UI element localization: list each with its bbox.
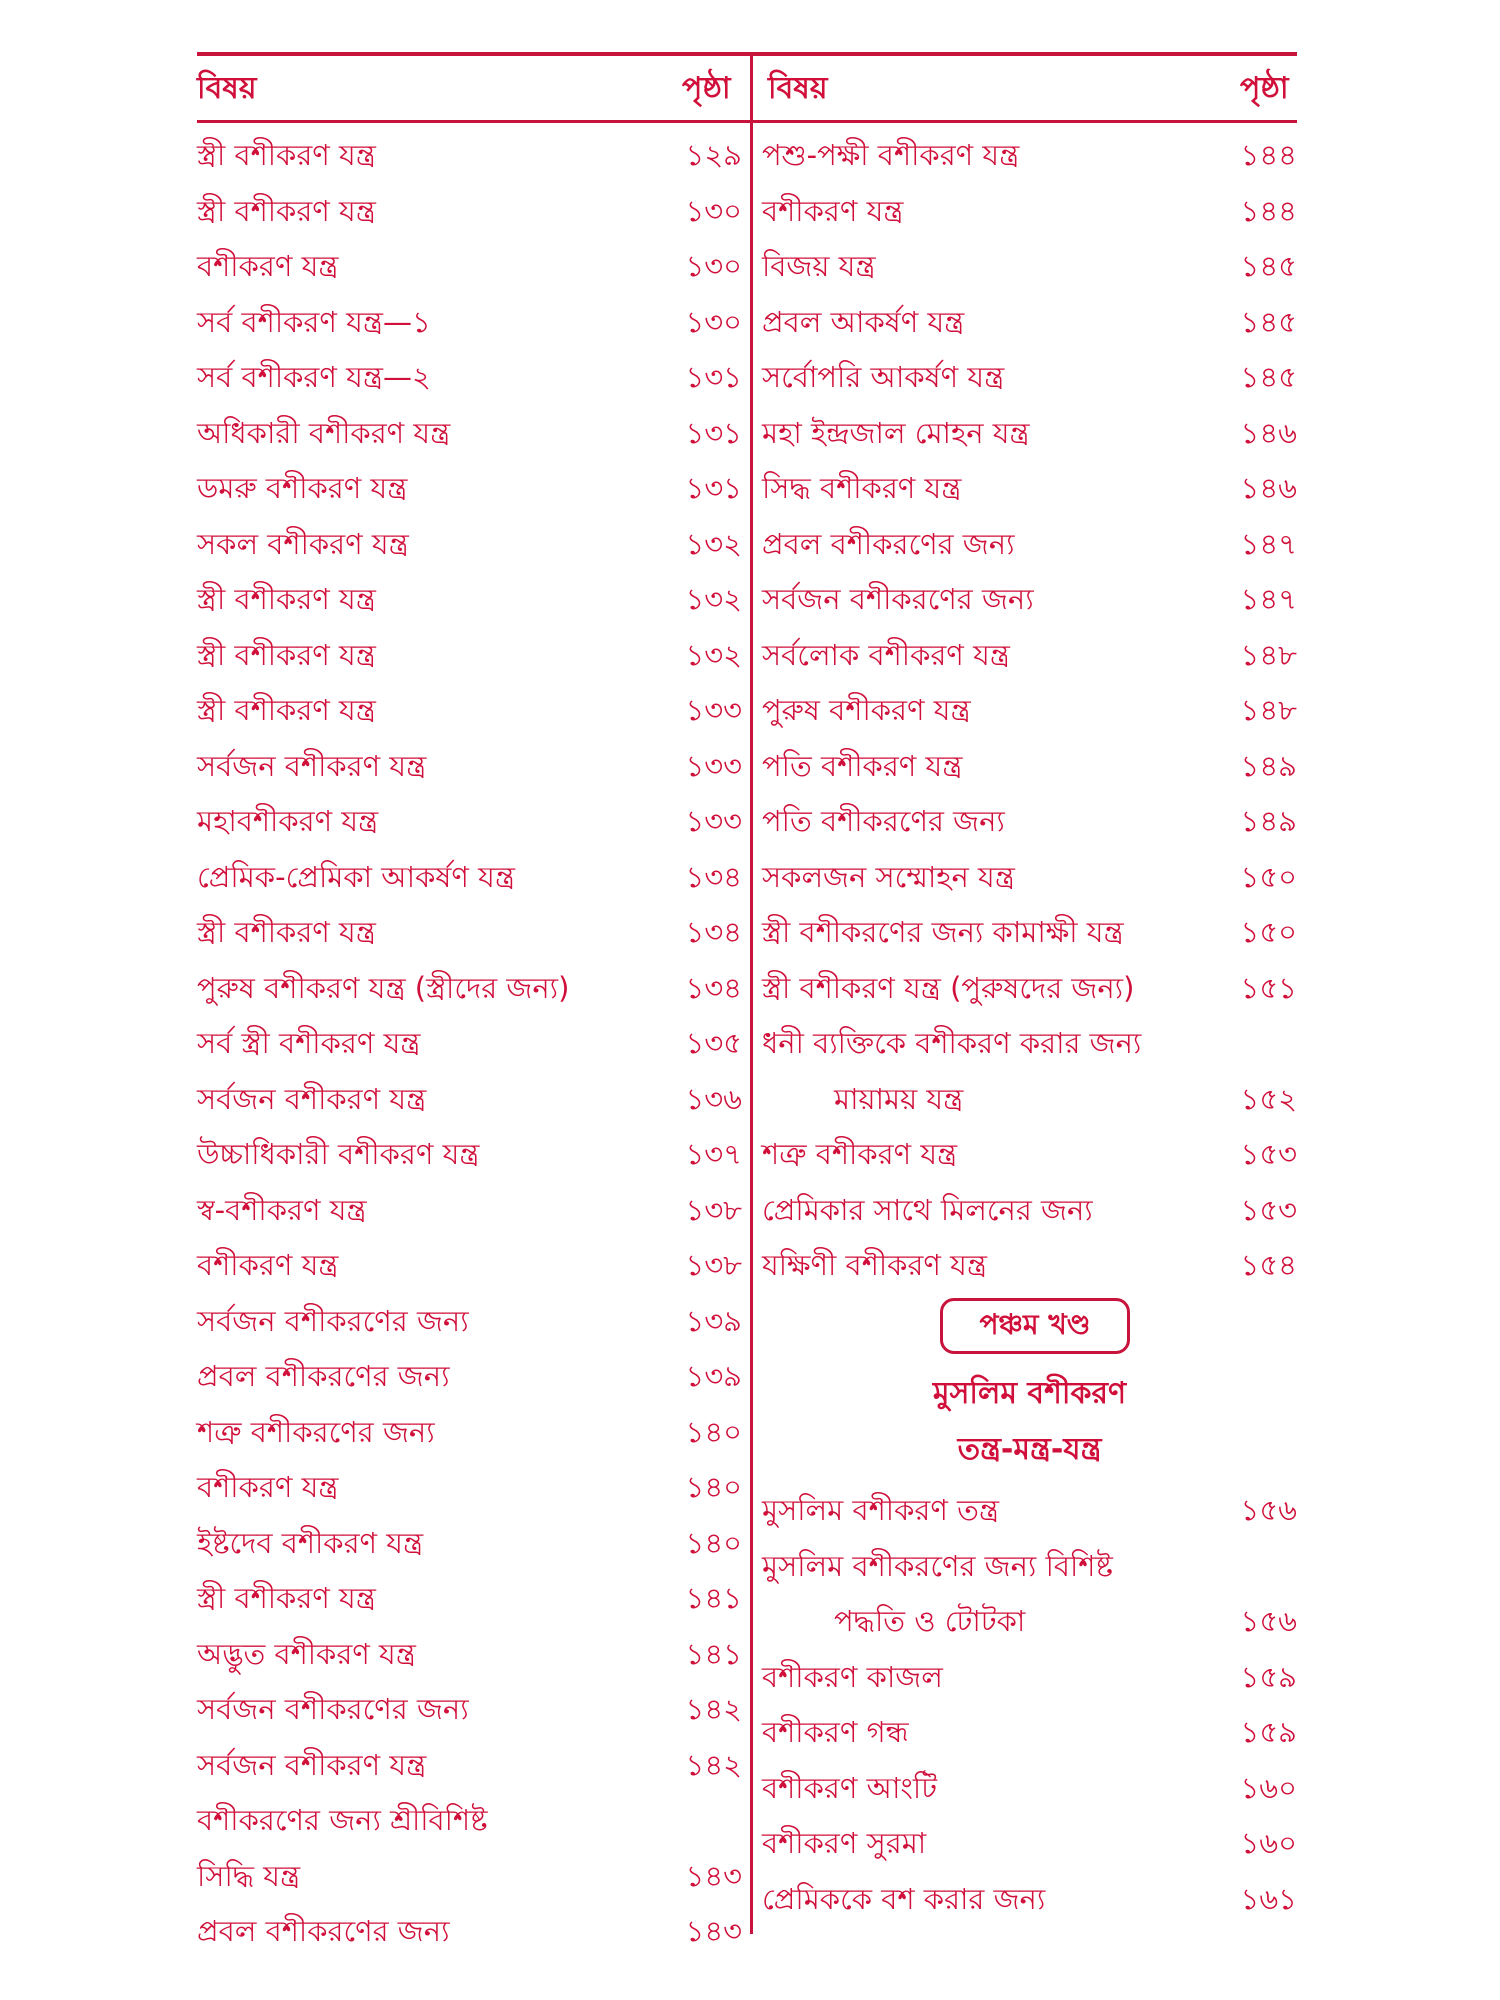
entry-title: সর্বোপরি আকর্ষণ যন্ত্র	[762, 360, 1005, 394]
entry-page-number: ১৩২	[685, 526, 742, 561]
entry-title: সর্বজন বশীকরণের জন্য	[197, 1303, 469, 1338]
entry-page-number: ১৪২	[685, 1692, 742, 1726]
entry-page-number: ১৩০	[685, 249, 742, 283]
entry-page-number: ১৪৫	[1240, 249, 1297, 283]
entry-page-number: ১৪৯	[1240, 748, 1297, 783]
right-header-page: পৃষ্ঠা	[1240, 71, 1289, 106]
entry-page-number: ১৩২	[685, 582, 742, 616]
entry-page-number: ১৬০	[1240, 1770, 1297, 1805]
entry-page-number: ১৩১	[685, 471, 742, 505]
entry-page-number: ১৫২	[1240, 1081, 1297, 1116]
entry-page-number: ১৪১	[685, 1581, 742, 1615]
entry-page-number: ১৫৪	[1240, 1248, 1297, 1282]
entry-title: সর্ব বশীকরণ যন্ত্র—২	[197, 360, 431, 394]
entry-title: স্ত্রী বশীকরণ যন্ত্র (পুরুষদের জন্য)	[762, 970, 1135, 1005]
entry-page-number: ১৩৪	[685, 915, 742, 949]
entry-title: স্ত্রী বশীকরণ যন্ত্র	[197, 138, 376, 172]
entry-title: স্ত্রী বশীকরণ যন্ত্র	[197, 915, 376, 949]
entry-page-number: ১৪৮	[1240, 693, 1297, 727]
entry-page-number: ১৫৯	[1240, 1659, 1297, 1694]
entry-page-number: ১৩৯	[685, 1359, 742, 1393]
entry-title: মহা ইন্দ্রজাল মোহন যন্ত্র	[762, 415, 1030, 450]
entry-title: বশীকরণ যন্ত্র	[197, 1248, 339, 1282]
column-divider	[750, 52, 753, 1934]
entry-page-number: ১৪০	[685, 1525, 742, 1560]
entry-title: প্রেমিকার সাথে মিলনের জন্য	[762, 1192, 1093, 1227]
entry-title: স্ত্রী বশীকরণ যন্ত্র	[197, 193, 376, 228]
header-rule	[197, 120, 1297, 123]
entry-title: বশীকরণ গন্ধ	[762, 1715, 909, 1749]
left-header-page: পৃষ্ঠা	[682, 71, 731, 106]
entry-page-number: ১৫৬	[1240, 1604, 1297, 1638]
entry-title: ইষ্টদেব বশীকরণ যন্ত্র	[197, 1525, 424, 1560]
entry-title: বশীকরণ কাজল	[762, 1659, 943, 1694]
entry-page-number: ১৩০	[685, 193, 742, 228]
entry-title: পুরুষ বশীকরণ যন্ত্র (স্ত্রীদের জন্য)	[197, 970, 570, 1005]
entry-page-number: ১৫০	[1240, 859, 1297, 894]
section-heading: মুসলিম বশীকরণ	[932, 1376, 1127, 1411]
entry-page-number: ১৩০	[685, 304, 742, 339]
entry-page-number: ১৪৫	[1240, 304, 1297, 339]
entry-title: মায়াময় যন্ত্র	[834, 1081, 964, 1116]
entry-title: প্রবল বশীকরণের জন্য	[197, 1914, 450, 1948]
entry-title: প্রবল বশীকরণের জন্য	[197, 1359, 450, 1393]
entry-title: শত্রু বশীকরণ যন্ত্র	[762, 1137, 958, 1171]
entry-title: বশীকরণ যন্ত্র	[197, 249, 339, 283]
entry-title: পুরুষ বশীকরণ যন্ত্র	[762, 693, 971, 727]
entry-page-number: ১৩৮	[685, 1192, 742, 1227]
entry-page-number: ১৩৩	[685, 693, 742, 727]
entry-page-number: ১৩৩	[685, 804, 742, 838]
entry-page-number: ১৫৩	[1240, 1137, 1297, 1171]
entry-title: বশীকরণ সুরমা	[762, 1826, 927, 1860]
entry-title: মহাবশীকরণ যন্ত্র	[197, 804, 379, 838]
entry-title: সকলজন সম্মোহন যন্ত্র	[762, 859, 1015, 894]
entry-page-number: ১৩৩	[685, 748, 742, 783]
entry-title: সর্বজন বশীকরণ যন্ত্র	[197, 1747, 427, 1782]
entry-title: সিদ্ধি যন্ত্র	[197, 1858, 301, 1893]
entry-title: বিজয় যন্ত্র	[762, 249, 876, 283]
section-box	[940, 1298, 1130, 1354]
entry-page-number: ১৩১	[685, 415, 742, 450]
entry-title: ডমরু বশীকরণ যন্ত্র	[197, 471, 408, 505]
entry-page-number: ১৩৫	[685, 1026, 742, 1060]
entry-title: সর্বজন বশীকরণ যন্ত্র	[197, 748, 427, 783]
right-header-subject: বিষয়	[768, 71, 828, 106]
entry-title: স্ত্রী বশীকরণ যন্ত্র	[197, 637, 376, 672]
entry-page-number: ১৪৭	[1240, 582, 1297, 616]
entry-title: পতি বশীকরণের জন্য	[762, 804, 1005, 838]
entry-title: অদ্ভুত বশীকরণ যন্ত্র	[197, 1636, 416, 1671]
entry-title: বশীকরণ যন্ত্র	[197, 1470, 339, 1504]
entry-title: প্রেমিককে বশ করার জন্য	[762, 1881, 1046, 1916]
entry-title: পশু-পক্ষী বশীকরণ যন্ত্র	[762, 138, 1020, 172]
entry-page-number: ১৫০	[1240, 915, 1297, 949]
entry-page-number: ১৫৯	[1240, 1715, 1297, 1749]
entry-title: সর্বজন বশীকরণ যন্ত্র	[197, 1081, 427, 1116]
entry-page-number: ১৬০	[1240, 1826, 1297, 1860]
entry-title: পতি বশীকরণ যন্ত্র	[762, 748, 963, 783]
entry-page-number: ১২৯	[685, 138, 742, 172]
entry-page-number: ১৪৬	[1240, 415, 1297, 450]
entry-page-number: ১৩৯	[685, 1303, 742, 1338]
entry-title: প্রবল বশীকরণের জন্য	[762, 526, 1015, 561]
entry-page-number: ১৬১	[1240, 1881, 1297, 1916]
entry-page-number: ১৩৬	[685, 1081, 742, 1116]
entry-page-number: ১৩৪	[685, 859, 742, 894]
entry-page-number: ১৪৩	[685, 1914, 742, 1948]
entry-title: সর্ব বশীকরণ যন্ত্র—১	[197, 304, 431, 339]
entry-title: প্রেমিক-প্রেমিকা আকর্ষণ যন্ত্র	[197, 859, 515, 894]
entry-title: সর্ব স্ত্রী বশীকরণ যন্ত্র	[197, 1026, 421, 1060]
section-box-label: পঞ্চম খণ্ড	[979, 1307, 1091, 1341]
entry-page-number: ১৫৬	[1240, 1493, 1297, 1527]
entry-page-number: ১৩৮	[685, 1248, 742, 1282]
section-subheading: তন্ত্র-মন্ত্র-যন্ত্র	[957, 1432, 1102, 1467]
entry-page-number: ১৩৪	[685, 970, 742, 1005]
entry-title: প্রবল আকর্ষণ যন্ত্র	[762, 304, 965, 339]
entry-title: অধিকারী বশীকরণ যন্ত্র	[197, 415, 451, 450]
entry-page-number: ১৫১	[1240, 970, 1297, 1005]
entry-title: সর্বজন বশীকরণের জন্য	[762, 582, 1034, 616]
entry-page-number: ১৪০	[685, 1470, 742, 1504]
entry-title: বশীকরণ যন্ত্র	[762, 193, 904, 228]
entry-title: বশীকরণ আংটি	[762, 1770, 937, 1805]
entry-page-number: ১৪৫	[1240, 360, 1297, 394]
entry-page-number: ১৩১	[685, 360, 742, 394]
entry-title: স্ত্রী বশীকরণ যন্ত্র	[197, 582, 376, 616]
entry-page-number: ১৪১	[685, 1636, 742, 1671]
top-rule	[197, 52, 1297, 56]
entry-page-number: ১৪৪	[1240, 193, 1297, 228]
entry-title: সকল বশীকরণ যন্ত্র	[197, 526, 409, 561]
entry-page-number: ১৪৭	[1240, 526, 1297, 561]
entry-page-number: ১৫৩	[1240, 1192, 1297, 1227]
entry-title: বশীকরণের জন্য শ্রীবিশিষ্ট	[197, 1803, 488, 1837]
entry-title: শত্রু বশীকরণের জন্য	[197, 1414, 435, 1449]
entry-title: স্ত্রী বশীকরণ যন্ত্র	[197, 1581, 376, 1615]
entry-title: ধনী ব্যক্তিকে বশীকরণ করার জন্য	[762, 1026, 1142, 1060]
entry-page-number: ১৪৯	[1240, 804, 1297, 838]
entry-title: উচ্চাধিকারী বশীকরণ যন্ত্র	[197, 1137, 480, 1171]
entry-title: সর্বজন বশীকরণের জন্য	[197, 1692, 469, 1726]
left-header-subject: বিষয়	[197, 71, 257, 106]
entry-title: পদ্ধতি ও টোটকা	[834, 1604, 1026, 1638]
entry-page-number: ১৪৮	[1240, 637, 1297, 672]
entry-title: মুসলিম বশীকরণের জন্য বিশিষ্ট	[762, 1548, 1113, 1583]
entry-page-number: ১৪৬	[1240, 471, 1297, 505]
entry-title: স্ত্রী বশীকরণের জন্য কামাক্ষী যন্ত্র	[762, 915, 1124, 949]
entry-title: সিদ্ধ বশীকরণ যন্ত্র	[762, 471, 962, 505]
entry-page-number: ১৪৪	[1240, 138, 1297, 172]
entry-title: যক্ষিণী বশীকরণ যন্ত্র	[762, 1248, 987, 1282]
entry-page-number: ১৪০	[685, 1414, 742, 1449]
entry-page-number: ১৩৭	[685, 1137, 742, 1171]
entry-page-number: ১৪২	[685, 1747, 742, 1782]
entry-page-number: ১৪৩	[685, 1858, 742, 1893]
entry-title: সর্বলোক বশীকরণ যন্ত্র	[762, 637, 1010, 672]
entry-page-number: ১৩২	[685, 637, 742, 672]
entry-title: স্ব-বশীকরণ যন্ত্র	[197, 1192, 367, 1227]
entry-title: স্ত্রী বশীকরণ যন্ত্র	[197, 693, 376, 727]
entry-title: মুসলিম বশীকরণ তন্ত্র	[762, 1493, 999, 1527]
